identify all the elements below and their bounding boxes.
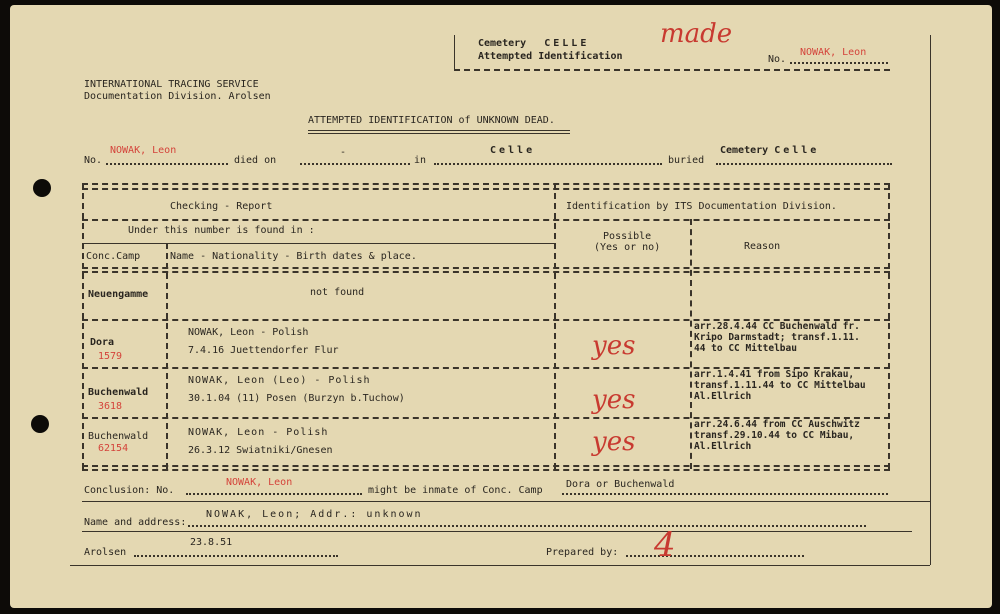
document-title: ATTEMPTED IDENTIFICATION of UNKNOWN DEAD.	[308, 115, 555, 126]
table-row-reason: arr.24.6.44 from CC Auschwitz transf.29.10.44 to CC Mibau, Al.Ellrich	[694, 419, 860, 452]
table-row-camp: Dora	[90, 337, 115, 348]
table-row-name: NOWAK, Leon - Polish	[188, 327, 309, 338]
punch-hole	[31, 415, 49, 433]
conclusion-name: NOWAK, Leon	[226, 477, 293, 488]
punch-hole	[33, 179, 51, 197]
table-row-result: not found	[310, 287, 365, 298]
line1-name: NOWAK, Leon	[110, 145, 177, 156]
table-row-name: NOWAK, Leon - Polish	[188, 427, 329, 438]
date-value: 23.8.51	[190, 537, 233, 548]
signature: 4	[654, 525, 676, 565]
table-row-possible: yes	[592, 385, 636, 415]
org-name: INTERNATIONAL TRACING SERVICE	[84, 79, 259, 90]
number-label: No.	[768, 54, 787, 65]
name-address-label: Name and address:	[84, 517, 187, 528]
prepared-by-label: Prepared by:	[546, 547, 619, 558]
buried-label: buried	[668, 155, 705, 166]
died-on-label: died on	[234, 155, 277, 166]
table-row-name: NOWAK, Leon (Leo) - Polish	[188, 375, 371, 386]
table-row-birth: 30.1.04 (11) Posen (Burzyn b.Tuchow)	[188, 393, 405, 404]
conclusion-label: Conclusion: No.	[84, 485, 175, 496]
document-card	[10, 5, 992, 608]
address-name: NOWAK, Leon; Addr.: unknown	[206, 509, 423, 520]
table-row-camp: Buchenwald	[88, 431, 149, 442]
reason-header: Reason	[744, 241, 781, 252]
place: Celle	[490, 145, 536, 156]
possible-header: Possible (Yes or no)	[594, 231, 661, 253]
table-row-reason: arr.28.4.44 CC Buchenwald fr. Kripo Darmstadt; transf.1.11. 44 to CC Mittelbau	[694, 321, 860, 354]
conc-camp-header: Conc.Camp	[86, 251, 141, 262]
checking-report-header: Checking - Report	[170, 201, 273, 212]
table-row-reason: arr.1.4.41 from Sipo Krakau, transf.1.11.44 to CC Mittelbau Al.Ellrich	[694, 369, 866, 402]
table-row-possible: yes	[592, 331, 636, 361]
conclusion-camp: Dora or Buchenwald	[566, 479, 675, 490]
place-label: Arolsen	[84, 547, 127, 558]
table-row-birth: 7.4.16 Juettendorfer Flur	[188, 345, 339, 356]
table-row-camp: Neuengamme	[88, 289, 149, 300]
under-number-header: Under this number is found in :	[128, 225, 315, 236]
org-division: Documentation Division. Arolsen	[84, 91, 271, 102]
table-row-number: 1579	[98, 351, 123, 362]
table-row-number: 3618	[98, 401, 123, 412]
name-header: Name - Nationality - Birth dates & place.	[170, 251, 417, 262]
no-label: No.	[84, 155, 103, 166]
handwritten-note: made	[660, 19, 733, 49]
table-row-camp: Buchenwald	[88, 387, 149, 398]
header-name: NOWAK, Leon	[800, 47, 867, 58]
buried-place: Cemetery Celle	[720, 145, 820, 156]
in-label: in	[414, 155, 427, 166]
died-date: -	[340, 147, 347, 158]
table-row-number: 62154	[98, 443, 129, 454]
attempted-identification-header: Attempted Identification	[478, 51, 623, 62]
table-row-possible: yes	[592, 427, 636, 457]
conclusion-text: might be inmate of Conc. Camp	[368, 485, 543, 496]
table-row-birth: 26.3.12 Swiatniki/Gnesen	[188, 445, 333, 456]
identification-header: Identification by ITS Documentation Division.	[566, 201, 837, 212]
cemetery-header: Cemetery CELLE	[478, 38, 590, 49]
